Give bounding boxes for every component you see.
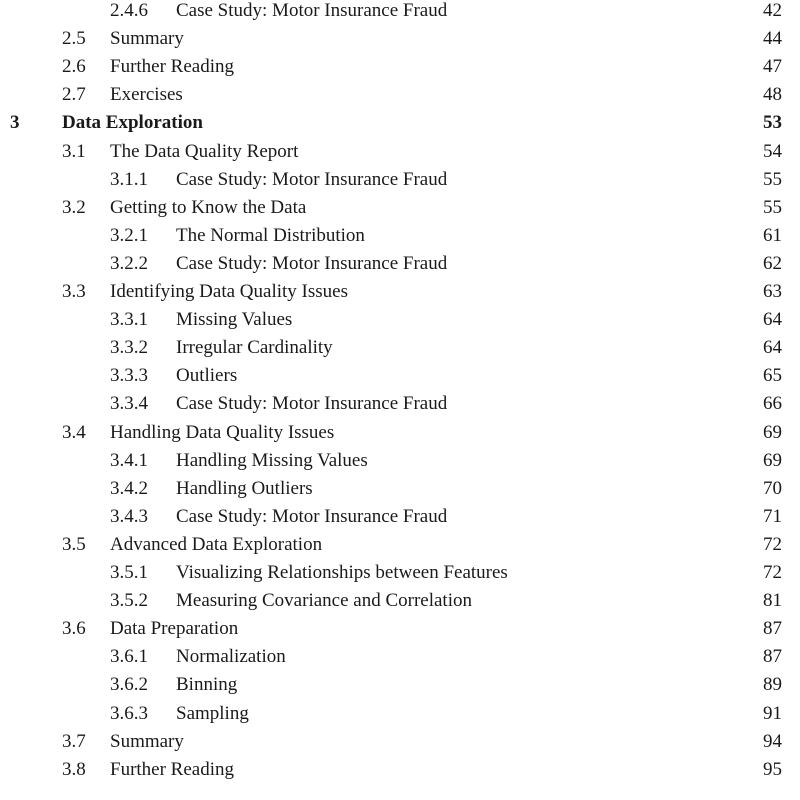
toc-entry-page: 71	[763, 505, 782, 527]
toc-entry-title: Case Study: Motor Insurance Fraud	[176, 505, 448, 527]
toc-entry-title: Handling Data Quality Issues	[110, 421, 335, 443]
toc-entry-title: Missing Values	[176, 309, 293, 331]
toc-entry-page: 91	[763, 702, 782, 724]
toc-section-row	[0, 195, 800, 221]
toc-entry-number: 3.1	[62, 140, 86, 162]
toc-section-row	[0, 279, 800, 305]
toc-entry-number: 3.3	[62, 281, 86, 302]
toc-entry-title: Further Reading	[110, 56, 235, 78]
toc-subsection-row	[0, 391, 800, 417]
toc-entry-page: 62	[763, 252, 782, 274]
toc-entry-title: Case Study: Motor Insurance Fraud	[176, 393, 448, 415]
toc-subsection-row	[0, 588, 800, 614]
toc-entry-title: Identifying Data Quality Issues	[110, 281, 348, 302]
toc-section-row	[0, 54, 800, 80]
toc-entry-page: 72	[763, 533, 782, 555]
toc-entry-number: 3.1.1	[110, 168, 148, 190]
toc-entry-title: The Normal Distribution	[176, 224, 365, 246]
toc-entry-page: 72	[763, 562, 782, 583]
toc-entry-title: Further Reading	[110, 758, 235, 780]
toc-entry-page: 53	[763, 112, 782, 134]
toc-entry-title: Binning	[176, 674, 238, 696]
toc-entry-number: 2.4.6	[110, 0, 148, 21]
toc-entry-title: Data Exploration	[62, 112, 203, 134]
toc-entry-page: 61	[763, 224, 782, 246]
toc-entry-title: Advanced Data Exploration	[110, 533, 323, 555]
toc-chapter-row	[0, 110, 800, 136]
toc-entry-number: 2.6	[62, 56, 86, 78]
toc-entry-number: 3.2.2	[110, 252, 148, 274]
toc-entry-number: 3.3.1	[110, 309, 148, 331]
toc-entry-page: 64	[763, 337, 782, 359]
toc-entry-number: 3.3.2	[110, 337, 148, 359]
toc-entry-title: Handling Missing Values	[176, 449, 368, 471]
toc-section-row	[0, 82, 800, 108]
toc-entry-page: 89	[763, 674, 782, 696]
toc-subsection-row	[0, 167, 800, 193]
toc-section-row	[0, 532, 800, 558]
toc-entry-title: Outliers	[176, 365, 238, 387]
toc-entry-number: 3.5.1	[110, 562, 148, 583]
toc-subsection-row	[0, 251, 800, 277]
toc-entry-number: 2.5	[62, 28, 86, 50]
toc-section-row	[0, 616, 800, 642]
toc-entry-title: Case Study: Motor Insurance Fraud	[176, 0, 448, 21]
toc-entry-number: 3.4.2	[110, 477, 148, 499]
toc-entry-page: 66	[763, 393, 782, 415]
toc-section-row	[0, 26, 800, 52]
toc-entry-number: 3.5.2	[110, 590, 148, 612]
toc-section-row	[0, 139, 800, 165]
toc-subsection-row	[0, 363, 800, 389]
toc-entry-page: 87	[763, 646, 782, 668]
toc-entry-number: 3.6.1	[110, 646, 148, 668]
toc-entry-page: 48	[763, 84, 782, 106]
toc-subsection-row	[0, 335, 800, 361]
toc-entry-number: 3	[10, 112, 20, 134]
toc-entry-title: Irregular Cardinality	[176, 337, 333, 359]
toc-entry-number: 3.7	[62, 730, 86, 752]
toc-subsection-row	[0, 476, 800, 502]
toc-subsection-row	[0, 644, 800, 670]
toc-entry-page: 55	[763, 196, 782, 218]
toc-entry-number: 3.4.1	[110, 449, 148, 471]
toc-entry-page: 69	[763, 421, 782, 443]
toc-entry-number: 3.3.3	[110, 365, 148, 387]
toc-entry-title: Summary	[110, 730, 184, 752]
toc-entry-title: Case Study: Motor Insurance Fraud	[176, 168, 448, 190]
toc-entry-number: 3.4.3	[110, 505, 148, 527]
toc-subsection-row	[0, 448, 800, 474]
toc-entry-page: 64	[763, 309, 782, 331]
toc-subsection-row	[0, 701, 800, 727]
toc-entry-number: 3.6	[62, 618, 86, 640]
toc-entry-page: 65	[763, 365, 782, 387]
toc-entry-number: 3.5	[62, 533, 86, 555]
toc-entry-number: 3.2.1	[110, 224, 148, 246]
toc-subsection-row	[0, 307, 800, 333]
toc-entry-number: 3.4	[62, 421, 86, 443]
toc-subsection-row	[0, 0, 800, 24]
toc-entry-number: 3.6.3	[110, 702, 148, 724]
toc-subsection-row	[0, 560, 800, 586]
toc-entry-number: 3.2	[62, 196, 86, 218]
toc-entry-page: 95	[763, 758, 782, 780]
toc-entry-number: 2.7	[62, 84, 86, 106]
toc-entry-page: 94	[763, 730, 782, 752]
toc-entry-page: 69	[763, 449, 782, 471]
toc-section-row	[0, 420, 800, 446]
toc-entry-title: Visualizing Relationships between Features	[176, 562, 508, 583]
toc-subsection-row	[0, 504, 800, 530]
toc-section-row	[0, 757, 800, 783]
toc-subsection-row	[0, 672, 800, 698]
toc-entry-title: Getting to Know the Data	[110, 196, 307, 218]
toc-entry-title: Sampling	[176, 702, 249, 724]
toc-entry-page: 47	[763, 56, 782, 78]
toc-entry-title: Measuring Covariance and Correlation	[176, 590, 472, 612]
toc-entry-page: 42	[763, 0, 782, 21]
toc-entry-title: Normalization	[176, 646, 286, 668]
toc-subsection-row	[0, 223, 800, 249]
toc-entry-page: 70	[763, 477, 782, 499]
toc-entry-page: 44	[763, 28, 782, 50]
toc-entry-title: Exercises	[110, 84, 183, 106]
toc-section-row	[0, 729, 800, 755]
toc-entry-number: 3.8	[62, 758, 86, 780]
toc-entry-number: 3.3.4	[110, 393, 148, 415]
toc-entry-page: 87	[763, 618, 782, 640]
toc-entry-page: 81	[763, 590, 782, 612]
toc-entry-title: The Data Quality Report	[110, 140, 299, 162]
toc-entry-title: Summary	[110, 28, 184, 50]
toc-entry-page: 63	[763, 281, 782, 302]
toc-entry-page: 55	[763, 168, 782, 190]
toc-entry-page: 54	[763, 140, 782, 162]
toc-entry-title: Case Study: Motor Insurance Fraud	[176, 252, 448, 274]
toc-entry-title: Handling Outliers	[176, 477, 313, 499]
toc-entry-title: Data Preparation	[110, 618, 239, 640]
toc-entry-number: 3.6.2	[110, 674, 148, 696]
